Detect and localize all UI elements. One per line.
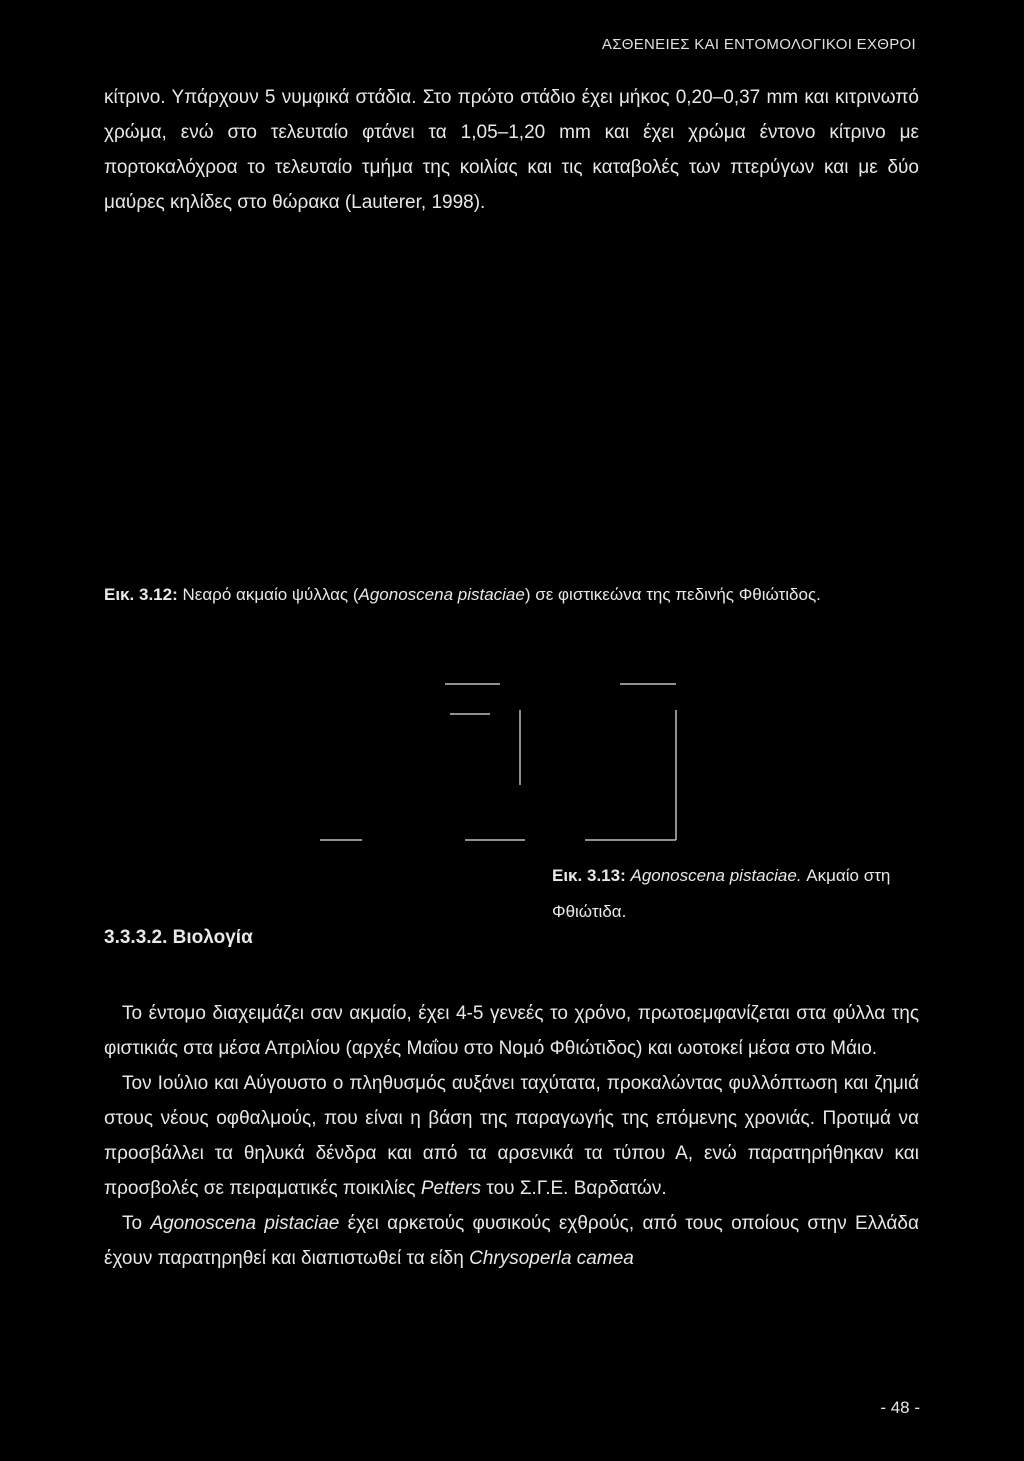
- running-header: ΑΣΘΕΝΕΙΕΣ ΚΑΙ ΕΝΤΟΜΟΛΟΓΙΚΟΙ ΕΧΘΡΟΙ: [601, 36, 916, 53]
- paragraph-text: έχει αρκετούς φυσικούς εχθρούς, από τους οποίους στην Ελλάδα έχουν παρατηρηθεί και διαπιστωθεί τα είδη: [104, 1213, 919, 1269]
- figure-caption-3-13: [552, 858, 912, 930]
- biology-section-body: [104, 996, 919, 1276]
- species-name: Agonoscena pistaciae: [150, 1213, 340, 1234]
- species-name: Chrysoperla camea: [469, 1248, 634, 1269]
- figure-label: Εικ. 3.13:: [552, 866, 626, 885]
- paragraph: Το έντομο διαχειμάζει σαν ακμαίο, έχει 4-5 γενεές το χρόνο, πρωτοεμφανίζεται στα φύλλα της φιστικιάς στα μέσα Απριλίου (αρχές Μαΐου στο Νομό Φθιώτιδος) και ωοτοκεί μέσα στο Μάιο.: [104, 1003, 919, 1059]
- section-title: Βιολογία: [172, 927, 253, 948]
- figure-frame-remnant: [300, 670, 700, 850]
- caption-text: ) σε φιστικεώνα της πεδινής Φθιώτιδος.: [524, 585, 821, 604]
- species-name: Agonoscena pistaciae.: [630, 866, 802, 885]
- figure-label: Εικ. 3.12:: [104, 585, 178, 604]
- paragraph-text: Το: [122, 1213, 151, 1234]
- figure-caption-3-12: [104, 577, 919, 613]
- paragraph-text: του Σ.Γ.Ε. Βαρδατών.: [481, 1178, 667, 1199]
- caption-text: Ακμαίο στη Φθιώτιδα.: [552, 866, 891, 921]
- section-number: 3.3.3.2.: [104, 927, 168, 948]
- intro-text: κίτρινο. Υπάρχουν 5 νυμφικά στάδια. Στο πρώτο στάδιο έχει μήκος 0,20–0,37 mm και κιτρινωπό χρώμα, ενώ στο τελευταίο φτάνει τα 1,05–1,20 mm και έχει χρώμα έντονο κίτρινο με πορτοκαλόχροα το τελευταίο τμήμα της κοιλίας και τις καταβολές των πτερύγων και με δύο μαύρες κηλίδες στο θώρακα (Lauterer, 1998).: [104, 87, 919, 213]
- intro-paragraph: [104, 80, 919, 220]
- paragraph-text: Τον Ιούλιο και Αύγουστο ο πληθυσμός αυξάνει ταχύτατα, προκαλώντας φυλλόπτωση και ζημιά στους νέους οφθαλμούς, που είναι η βάση της παραγωγής της επόμενης χρονιάς. Προτιμά να προσβάλλει τα θηλυκά δένδρα και από τα αρσενικά τα τύπου Α, ενώ παρατηρήθηκαν και προσβολές σε πειραματικές ποικιλίες: [104, 1073, 919, 1199]
- section-heading: [104, 927, 253, 949]
- paragraph: [104, 1206, 919, 1276]
- species-name: Agonoscena pistaciae: [358, 585, 525, 604]
- cultivar-name: Petters: [420, 1178, 482, 1199]
- caption-text: Νεαρό ακμαίο ψύλλας (: [182, 585, 359, 604]
- page-number: - 48 -: [880, 1398, 920, 1417]
- paragraph: [104, 1066, 919, 1206]
